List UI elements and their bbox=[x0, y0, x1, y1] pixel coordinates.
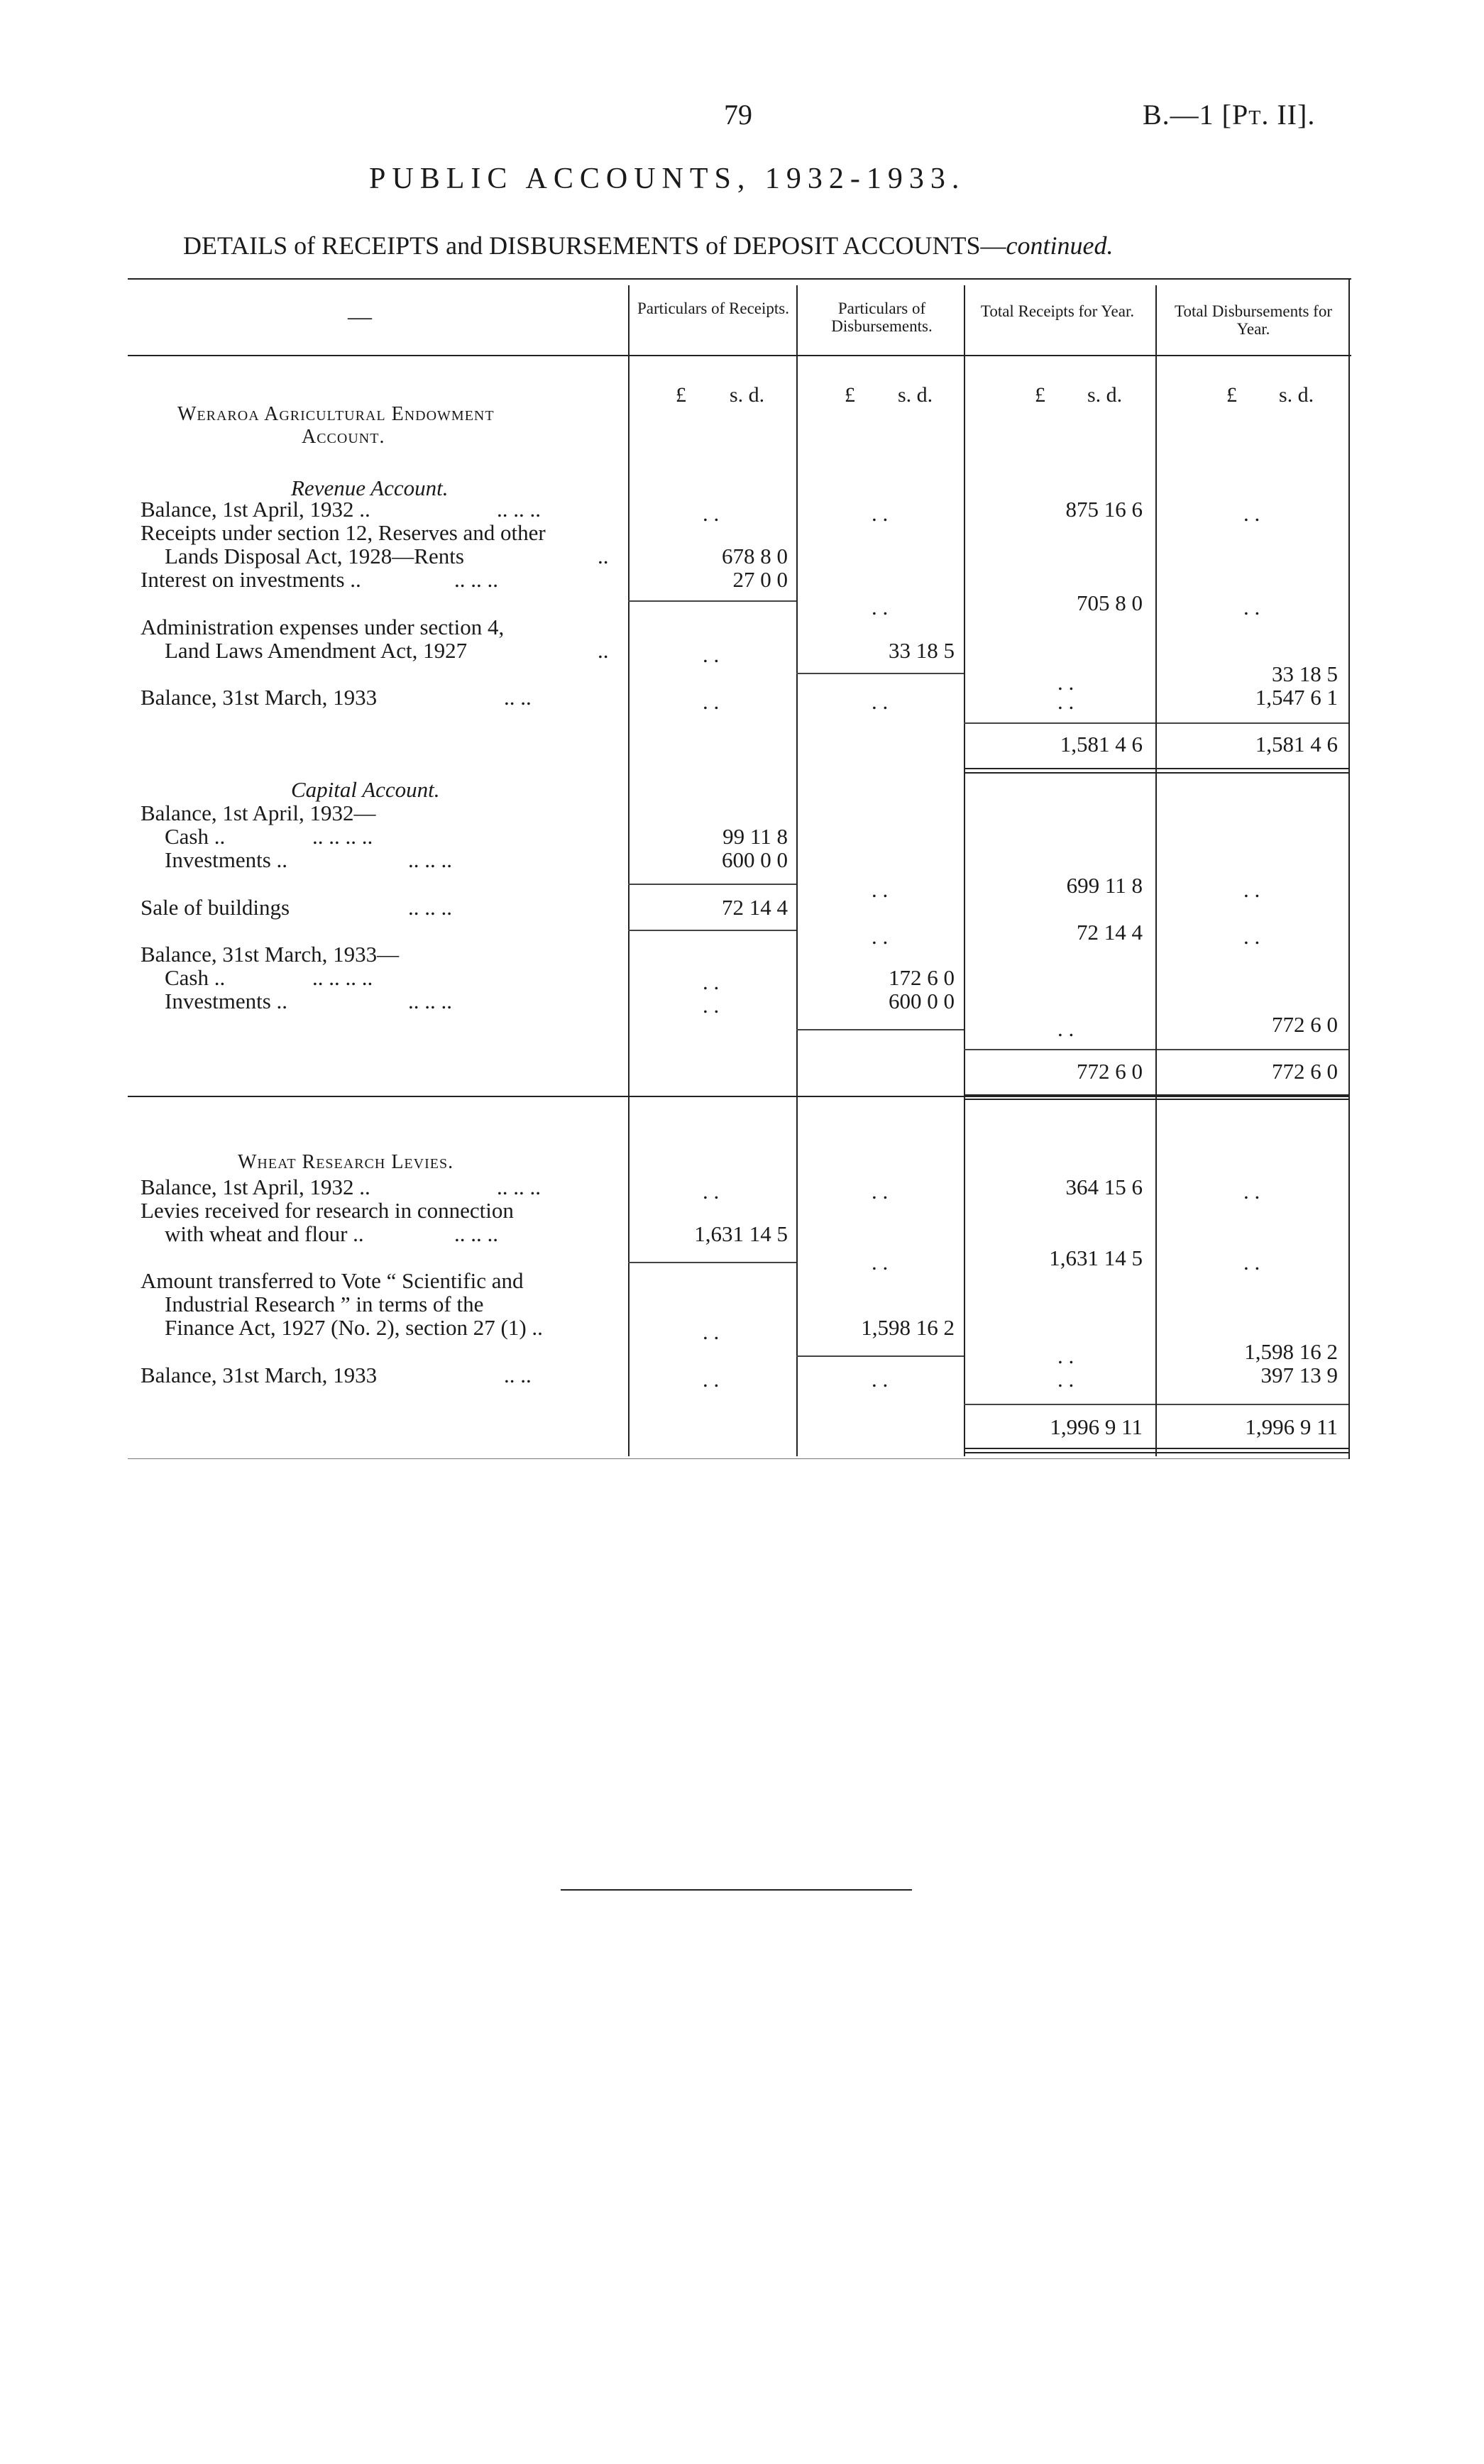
empty-cell: . . bbox=[1243, 595, 1260, 620]
empty-cell: . . bbox=[1243, 924, 1260, 949]
empty-cell: . . bbox=[872, 1179, 889, 1204]
row-label: Finance Act, 1927 (No. 2), section 27 (1) .. bbox=[165, 1315, 543, 1340]
row-label: Cash .. bbox=[165, 824, 226, 849]
empty-cell: . . bbox=[1243, 1179, 1260, 1204]
leader-dots: .. .. .. bbox=[497, 1175, 541, 1199]
value-cell: 172 6 0 bbox=[889, 965, 955, 990]
column-header-receipts: Particulars of Receipts. bbox=[637, 299, 789, 317]
empty-cell: . . bbox=[1243, 877, 1260, 902]
empty-cell: . . bbox=[1057, 1367, 1074, 1392]
page-number: 79 bbox=[724, 99, 752, 131]
row-label: Cash .. bbox=[165, 965, 226, 990]
leader-dots: .. .. bbox=[504, 1363, 532, 1387]
leader-dots: .. .. .. bbox=[408, 847, 452, 872]
empty-cell: . . bbox=[872, 924, 889, 949]
total-cell: 772 6 0 bbox=[1272, 1059, 1338, 1084]
subsection-heading: Capital Account. bbox=[291, 777, 440, 802]
row-label: with wheat and flour .. bbox=[165, 1221, 364, 1246]
section-heading: Weraroa Agricultural Endowment bbox=[177, 403, 495, 425]
value-cell: 27 0 0 bbox=[732, 567, 788, 592]
column-header-description: — bbox=[348, 304, 372, 330]
value-cell: 678 8 0 bbox=[722, 544, 788, 568]
row-label: Levies received for research in connection bbox=[141, 1198, 514, 1223]
empty-cell: . . bbox=[1243, 1250, 1260, 1275]
row-label: Industrial Research ” in terms of the bbox=[165, 1292, 484, 1316]
leader-dots: .. .. .. bbox=[497, 497, 541, 522]
value-cell: 772 6 0 bbox=[1272, 1012, 1338, 1037]
unit-sd: s. d. bbox=[898, 383, 933, 407]
row-label: Investments .. bbox=[165, 847, 288, 872]
empty-cell: . . bbox=[1057, 670, 1074, 695]
leader-dots: .. .. bbox=[504, 685, 532, 710]
value-cell: 875 16 6 bbox=[1065, 497, 1143, 522]
value-cell: 364 15 6 bbox=[1065, 1175, 1143, 1199]
row-label: Balance, 31st March, 1933 bbox=[141, 1363, 378, 1387]
value-cell: 1,547 6 1 bbox=[1255, 685, 1338, 710]
document-reference: B.—1 [Pt. II]. bbox=[1143, 99, 1316, 131]
empty-cell: . . bbox=[872, 595, 889, 620]
value-cell: 397 13 9 bbox=[1260, 1363, 1338, 1387]
row-label: Lands Disposal Act, 1928—Rents bbox=[165, 544, 464, 568]
empty-cell: . . bbox=[872, 689, 889, 714]
value-cell: 33 18 5 bbox=[889, 638, 955, 663]
empty-cell: . . bbox=[1057, 1343, 1074, 1368]
total-cell: 772 6 0 bbox=[1077, 1059, 1143, 1084]
leader-dots: .. .. .. .. bbox=[312, 824, 373, 849]
empty-cell: . . bbox=[872, 1367, 889, 1392]
empty-cell: . . bbox=[703, 1179, 720, 1204]
value-cell: 1,631 14 5 bbox=[1049, 1245, 1143, 1270]
row-label: Balance, 1st April, 1932 .. bbox=[141, 1175, 370, 1199]
empty-cell: . . bbox=[703, 642, 720, 667]
row-label: Land Laws Amendment Act, 1927 bbox=[165, 638, 468, 663]
value-cell: 600 0 0 bbox=[889, 989, 955, 1013]
value-cell: 1,598 16 2 bbox=[861, 1315, 955, 1340]
value-cell: 1,631 14 5 bbox=[694, 1221, 788, 1246]
value-cell: 1,598 16 2 bbox=[1244, 1339, 1338, 1364]
value-cell: 72 14 4 bbox=[722, 895, 788, 920]
empty-cell: . . bbox=[703, 689, 720, 714]
unit-pound: £ bbox=[1035, 383, 1045, 407]
value-cell: 705 8 0 bbox=[1077, 590, 1143, 615]
total-cell: 1,996 9 11 bbox=[1050, 1414, 1143, 1439]
empty-cell: . . bbox=[703, 993, 720, 1018]
row-label: Investments .. bbox=[165, 989, 288, 1013]
unit-sd: s. d. bbox=[1087, 383, 1123, 407]
leader-dots: .. .. .. bbox=[408, 895, 452, 920]
empty-cell: . . bbox=[703, 501, 720, 526]
value-cell: 33 18 5 bbox=[1272, 661, 1338, 686]
row-label: Balance, 31st March, 1933 bbox=[141, 685, 378, 710]
empty-cell: . . bbox=[1057, 1016, 1074, 1041]
unit-pound: £ bbox=[845, 383, 855, 407]
empty-cell: . . bbox=[703, 1319, 720, 1344]
leader-dots: .. .. .. bbox=[454, 567, 498, 592]
value-cell: 99 11 8 bbox=[722, 824, 788, 849]
total-cell: 1,581 4 6 bbox=[1060, 732, 1143, 757]
row-label: Sale of buildings bbox=[141, 895, 290, 920]
section-heading: Wheat Research Levies. bbox=[238, 1151, 454, 1173]
leader-dots: .. .. .. bbox=[454, 1221, 498, 1246]
empty-cell: . . bbox=[872, 877, 889, 902]
row-label: Balance, 1st April, 1932 .. bbox=[141, 497, 370, 522]
section-heading: Account. bbox=[302, 426, 385, 448]
leader-dots: .. .. .. .. bbox=[312, 965, 373, 990]
empty-cell: . . bbox=[872, 1250, 889, 1275]
page-title: PUBLIC ACCOUNTS, 1932-1933. bbox=[369, 163, 966, 195]
column-header-total-disbursements: Total Disbursements for Year. bbox=[1175, 302, 1332, 338]
row-label: Balance, 1st April, 1932— bbox=[141, 801, 376, 825]
column-header-disbursements: Particulars of Disbursements. bbox=[831, 299, 933, 335]
unit-sd: s. d. bbox=[730, 383, 765, 407]
leader-dots: .. .. .. bbox=[408, 989, 452, 1013]
empty-cell: . . bbox=[1057, 689, 1074, 714]
total-cell: 1,996 9 11 bbox=[1245, 1414, 1338, 1439]
row-label: Administration expenses under section 4, bbox=[141, 615, 505, 639]
table-title: DETAILS of RECEIPTS and DISBURSEMENTS of DEPOSIT ACCOUNTS—continued. bbox=[183, 231, 1114, 260]
value-cell: 72 14 4 bbox=[1077, 920, 1143, 945]
leader-dots: .. bbox=[598, 638, 609, 663]
column-header-total-receipts: Total Receipts for Year. bbox=[980, 302, 1135, 320]
row-label: Receipts under section 12, Reserves and other bbox=[141, 520, 546, 545]
unit-pound: £ bbox=[676, 383, 686, 407]
unit-pound: £ bbox=[1226, 383, 1237, 407]
empty-cell: . . bbox=[1243, 501, 1260, 526]
row-label: Interest on investments .. bbox=[141, 567, 361, 592]
value-cell: 699 11 8 bbox=[1066, 873, 1143, 898]
leader-dots: .. bbox=[598, 544, 609, 568]
subsection-heading: Revenue Account. bbox=[291, 475, 449, 500]
empty-cell: . . bbox=[703, 1367, 720, 1392]
total-cell: 1,581 4 6 bbox=[1255, 732, 1338, 757]
row-label: Balance, 31st March, 1933— bbox=[141, 942, 400, 967]
unit-sd: s. d. bbox=[1279, 383, 1314, 407]
empty-cell: . . bbox=[703, 969, 720, 994]
value-cell: 600 0 0 bbox=[722, 847, 788, 872]
row-label: Amount transferred to Vote “ Scientific and bbox=[141, 1268, 524, 1293]
empty-cell: . . bbox=[872, 501, 889, 526]
